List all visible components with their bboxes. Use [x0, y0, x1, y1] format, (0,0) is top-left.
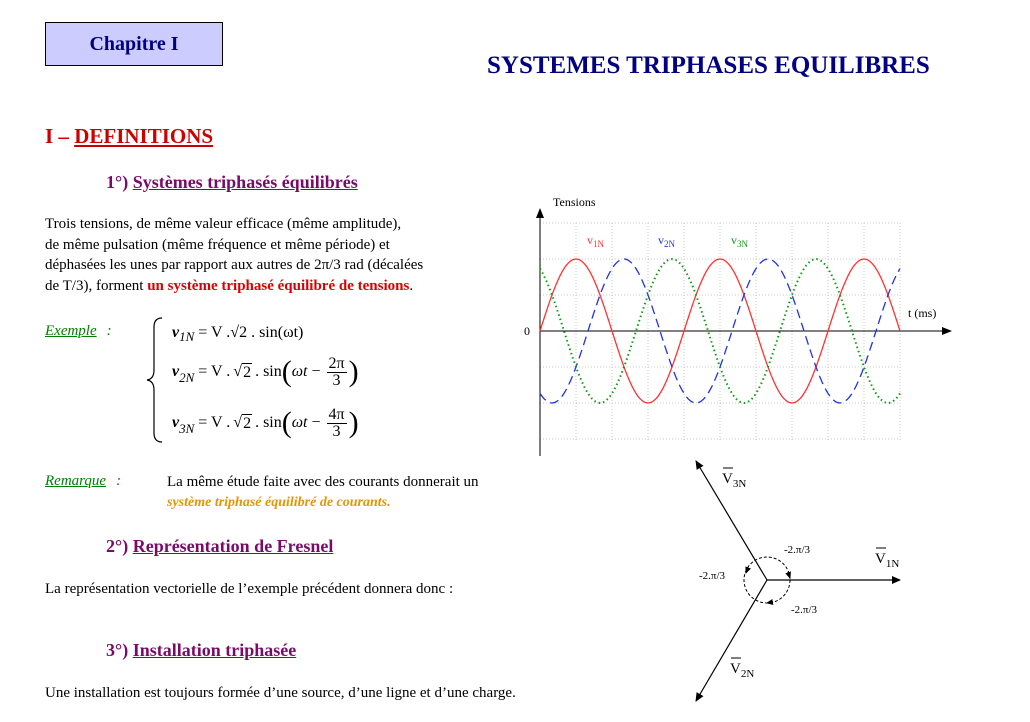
page-title: SYSTEMES TRIPHASES EQUILIBRES	[487, 52, 930, 79]
eq3-fraction	[327, 407, 347, 440]
remark-line-1: La même étude faite avec des courants donnerait un	[167, 474, 479, 490]
definition-line-2: de même pulsation (même fréquence et même période) et	[45, 236, 390, 253]
eq3-prefix: = V .	[198, 414, 231, 431]
remark-label-group	[45, 472, 121, 490]
eq3-num: 4π	[328, 405, 345, 423]
remark-colon: :	[116, 473, 122, 489]
subsection-3-heading	[106, 640, 296, 661]
eq3-close-paren: )	[348, 406, 359, 439]
subsection-3-number: 3°)	[106, 640, 129, 660]
equation-v2n	[172, 352, 359, 392]
vector-v2n	[696, 580, 767, 701]
eq2-omega-t: ωt	[291, 363, 308, 380]
eq2-sqrt-arg: 2	[243, 363, 252, 381]
chapter-label: Chapitre I	[89, 32, 179, 55]
eq2-sub: 2N	[179, 370, 195, 385]
eq2-sin: . sin	[255, 363, 282, 380]
section-title: DEFINITIONS	[74, 124, 214, 148]
fresnel-diagram	[680, 455, 910, 710]
eq3-sin: . sin	[255, 414, 282, 431]
definition-line-1: Trois tensions, de même valeur efficace (même amplitude),	[45, 216, 402, 232]
chart-ylabel: Tensions	[553, 195, 596, 209]
definition-line-3: déphasées les unes par rapport aux autres de 2π/3 rad (décalées	[45, 257, 424, 273]
subsection-3-title: Installation triphasée	[132, 640, 297, 660]
eq1-sub: 1N	[179, 329, 195, 344]
equation-v3n	[172, 403, 359, 443]
subsection-1-title: Systèmes triphasés équilibrés	[132, 172, 358, 192]
eq2-close-paren: )	[348, 355, 359, 388]
remark-line-2: système triphasé équilibré de courants.	[167, 494, 391, 510]
definition-paragraph	[45, 214, 423, 296]
eq2-fraction	[327, 356, 347, 389]
eq3-sub: 3N	[179, 421, 195, 436]
subsection-2-number: 2°)	[106, 536, 129, 556]
eq3-open-paren: (	[281, 406, 292, 439]
subsection-1-heading	[106, 172, 358, 193]
remark-text	[167, 472, 479, 513]
eq3-minus: −	[311, 414, 321, 431]
definition-line-4-end: .	[409, 277, 414, 294]
chart-legend	[587, 233, 749, 249]
eq2-sqrt-sign: √	[233, 363, 243, 380]
legend-v2n: $v_{2N}$	[658, 233, 675, 249]
legend-v1n: $v_{1N}$	[587, 233, 604, 249]
angle-label-left: -2.π/3	[699, 570, 726, 582]
chart-xlabel: t (ms)	[908, 306, 937, 320]
eq3-sqrt-sign: √	[233, 414, 243, 431]
section-number: I –	[45, 124, 69, 148]
eq3-sqrt-arg: 2	[243, 414, 252, 432]
label-v1n: $V_{1N}$	[875, 551, 900, 570]
label-v2n: $V_{2N}$	[730, 661, 755, 680]
eq3-den: 3	[332, 422, 341, 440]
subsection-1-number: 1°)	[106, 172, 129, 192]
fresnel-intro: La représentation vectorielle de l’exemple précédent donnera donc :	[45, 581, 454, 597]
eq3-var: v	[172, 414, 180, 431]
chart-zero-label: 0	[524, 324, 530, 338]
example-label: Exemple	[45, 323, 97, 339]
definition-line-4	[45, 276, 423, 297]
chart-x-arrowhead	[942, 327, 952, 335]
equation-brace	[144, 315, 166, 445]
eq2-num: 2π	[328, 354, 345, 372]
eq2-var: v	[172, 363, 180, 380]
eq2-open-paren: (	[281, 355, 292, 388]
three-phase-chart	[515, 188, 955, 463]
eq2-minus: −	[311, 363, 321, 380]
subsection-2-title: Représentation de Fresnel	[132, 536, 334, 556]
chart-y-arrowhead	[536, 208, 544, 218]
remark-label: Remarque	[45, 473, 107, 489]
label-v3n: $V_{3N}$	[722, 471, 747, 490]
legend-v3n: $v_{3N}$	[731, 233, 748, 249]
eq1-rhs: = V .√2 . sin(ωt)	[198, 324, 304, 341]
eq1-var: v	[172, 324, 180, 341]
eq3-omega-t: ωt	[291, 414, 308, 431]
eq2-prefix: = V .	[198, 363, 231, 380]
section-heading	[45, 124, 213, 149]
eq2-den: 3	[332, 371, 341, 389]
angle-label-top: -2.π/3	[784, 544, 811, 556]
definition-line-4-start: de T/3), forment	[45, 277, 148, 294]
installation-text: Une installation est toujours formée d’une source, d’une ligne et d’une charge.	[45, 685, 516, 701]
example-colon: :	[106, 323, 112, 339]
highlight-tension-system: un système triphasé équilibré de tensions	[147, 277, 410, 294]
equation-v1n	[172, 320, 303, 346]
angle-label-bottom: -2.π/3	[791, 604, 818, 616]
example-label-group	[45, 322, 112, 340]
subsection-2-heading	[106, 536, 333, 557]
chapter-box	[45, 22, 223, 66]
